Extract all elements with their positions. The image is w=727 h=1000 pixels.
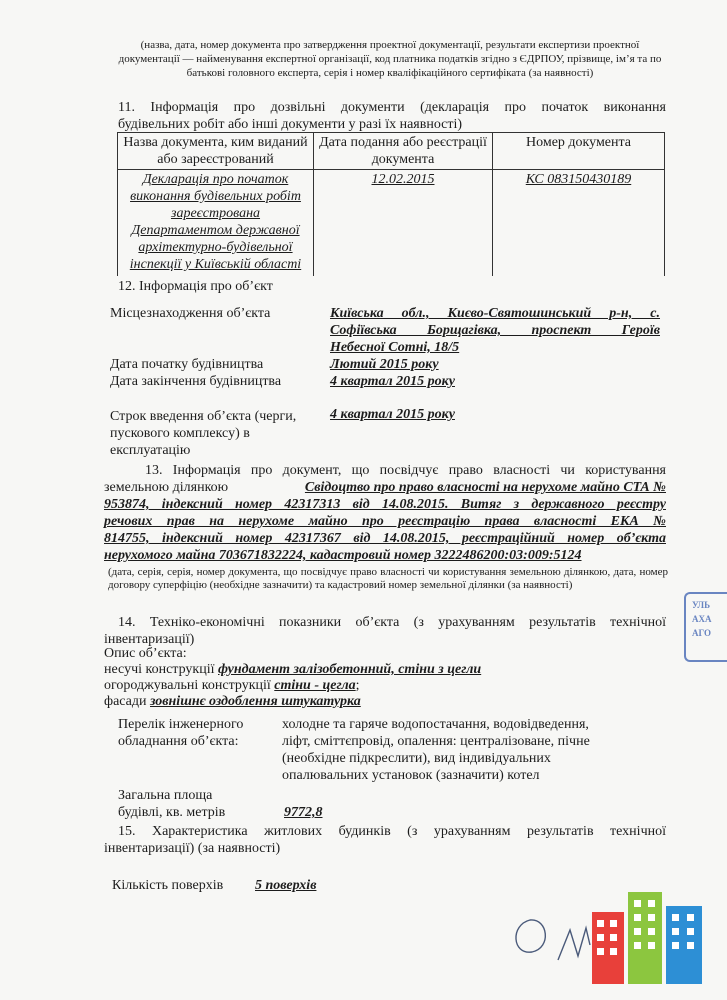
total-area-label-line2: будівлі, кв. метрів — [118, 805, 226, 820]
bearing-structures-value: фундамент залізобетонний, стіни з цегли — [218, 662, 482, 677]
land-document-value-line2: 953874, індексний номер 42317313 від 14.08.2015. Витяг з державного реєстру — [104, 497, 666, 512]
top-footnote: (назва, дата, номер документа про затвердження проектної документації, результати експертизи проектної документації — найменування експертної організації, код платника податків згідно з ЄДРПОУ, прізвище, ім’я та по батькові головного експерта, серія і номер кваліфікаційного сертифіката (за наявності) — [118, 39, 662, 79]
engineering-label-line2: обладнання об’єкта: — [118, 734, 239, 749]
enclosing-structures-value: стіни - цегла — [274, 678, 356, 693]
table-header-doc-date: Дата подання або реєстрації документа — [314, 133, 493, 170]
enclosing-structures-label: огороджувальні конструкції — [104, 678, 271, 693]
object-description-label: Опис об’єкта: — [104, 646, 187, 661]
section-11-heading-cont: будівельних робіт або інші документи у разі їх наявності) — [118, 117, 463, 132]
land-document-prefix: земельною ділянкою — [104, 480, 229, 495]
table-cell-doc-date: 12.02.2015 — [314, 170, 493, 276]
start-date-value: Лютий 2015 року — [330, 357, 439, 372]
location-label: Місцезнаходження об’єкта — [110, 306, 271, 321]
land-document-value-line1: Свідоцтво про право власності на нерухоме майно СТА № — [304, 480, 666, 495]
location-value-line2: Софіївська Борщагівка, проспект Героїв — [330, 323, 660, 338]
commissioning-value: 4 квартал 2015 року — [330, 407, 455, 422]
engineering-label-line1: Перелік інженерного — [118, 717, 244, 732]
facade-row — [104, 693, 361, 710]
commissioning-label-line2: пускового комплексу) в — [110, 426, 250, 441]
section-15-heading-cont: інвентаризації) (за наявності) — [104, 841, 281, 856]
table-cell-doc-number: КС 083150430189 — [493, 170, 665, 276]
permit-documents-table — [117, 132, 665, 276]
end-date-label: Дата закінчення будівництва — [110, 374, 282, 389]
total-area-label-line1: Загальна площа — [118, 788, 213, 803]
section-14-heading-cont: інвентаризації) — [104, 632, 195, 647]
land-document-value-line4: 814755, індексний номер 42317367 від 14.08.2015, реєстраційний номер об’єкта — [104, 531, 666, 546]
enclosing-structures-row — [104, 677, 360, 694]
location-value-line3: Небесної Сотні, 18/5 — [330, 340, 460, 355]
start-date-label: Дата початку будівництва — [110, 357, 264, 372]
facade-value: зовнішнє оздоблення штукатурка — [150, 694, 361, 709]
enclosing-structures-tail: ; — [355, 678, 360, 693]
section-12-heading: 12. Інформація про об’єкт — [118, 279, 273, 294]
stamp-text-2: АХА — [692, 614, 712, 624]
total-area-value: 9772,8 — [284, 805, 323, 820]
floors-value: 5 поверхів — [255, 878, 317, 893]
commissioning-label-line1: Строк введення об’єкта (черги, — [110, 409, 297, 424]
bearing-structures-label: несучі конструкції — [104, 662, 215, 677]
land-document-value-line5: нерухомого майна 703671832224, кадастровий номер 3222486200:03:009:5124 — [104, 548, 582, 563]
section-13-heading: 13. Інформація про документ, що посвідчує право власності чи користування — [145, 463, 666, 478]
bearing-structures-row — [104, 661, 481, 678]
engineering-list-line2: ліфт, сміттєпровід, опалення: централізоване, пічне — [282, 734, 590, 749]
end-date-value: 4 квартал 2015 року — [330, 374, 455, 389]
section-15-heading: 15. Характеристика житлових будинків (з урахуванням результатів технічної — [118, 824, 666, 839]
section-14-heading: 14. Техніко-економічні показники об’єкта (з урахуванням результатів технічної — [118, 615, 666, 630]
land-document-line2 — [104, 479, 666, 496]
commissioning-label-line3: експлуатацію — [110, 443, 191, 458]
table-header-doc-number: Номер документа — [493, 133, 665, 170]
stamp-text-3: АГО — [692, 628, 712, 638]
table-header-doc-name: Назва документа, ким виданий або зареєстрований — [118, 133, 314, 170]
facade-label: фасади — [104, 694, 147, 709]
stamp-text-1: УЛЬ — [692, 600, 711, 610]
engineering-list-line3: (необхідне підкреслити), вид індивідуальних — [282, 751, 551, 766]
engineering-list-line4: опалювальних установок (зазначити) котел — [282, 768, 540, 783]
location-value-line1: Київська обл., Києво-Святошинський р-н, с. — [330, 306, 660, 321]
building-logo-icon — [588, 888, 706, 984]
stamp — [684, 592, 727, 662]
signature — [500, 900, 600, 970]
table-cell-doc-name: Декларація про початок виконання будівельних робіт зареєстрована Департаментом державної архітектурно-будівельної інспекції у Київській області — [118, 170, 314, 276]
engineering-list-line1: холодне та гаряче водопостачання, водовідведення, — [282, 717, 589, 732]
section-11-heading: 11. Інформація про дозвільні документи (декларація про початок виконання — [118, 100, 666, 115]
land-document-value-line3: речових прав на нерухоме майно про реєстрацію права власності ЕКА № — [104, 514, 666, 529]
land-document-footnote: (дата, серія, серія, номер документа, що посвідчує право власності чи користування земельною ділянкою, дата, номер договору суперфіцію (необхідне зазначити) та кадастровий номер земельної ділянки (за наявності) — [108, 566, 668, 591]
floors-label: Кількість поверхів — [112, 878, 224, 893]
